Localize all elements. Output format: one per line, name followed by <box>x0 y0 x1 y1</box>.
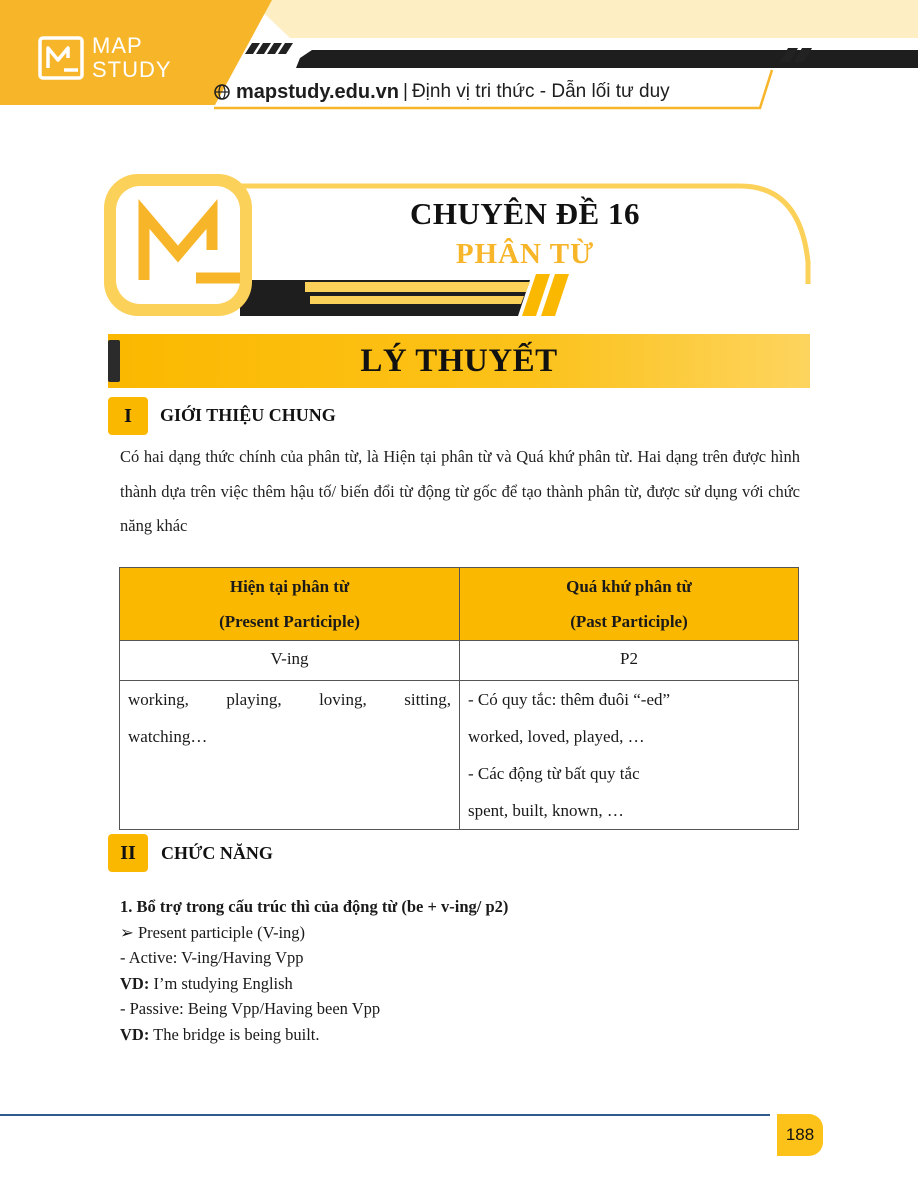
chapter-title: CHUYÊN ĐỀ 16 <box>410 196 640 231</box>
present-participle-bullet: ➢ Present participle (V-ing) <box>120 922 306 942</box>
rule-irregular: - Các động từ bất quy tắc <box>468 764 640 783</box>
examples-present <box>120 681 460 830</box>
site-url[interactable]: mapstudy.edu.vn <box>236 80 399 103</box>
part1-numeral: I <box>108 397 148 435</box>
table-header-row <box>120 568 799 641</box>
examples-regular: worked, loved, played, … <box>468 727 645 746</box>
header-present-vn: Hiện tại phân từ <box>229 577 350 596</box>
slogan: Định vị tri thức - Dẫn lối tư duy <box>411 81 670 102</box>
header-past-en: (Past Participle) <box>570 612 688 631</box>
item1-title: 1. Bổ trợ trong cấu trúc thì của động từ (be + v-ing/ p2) <box>120 897 509 916</box>
examples-irregular: spent, built, known, … <box>468 801 624 820</box>
chapter-subtitle: PHÂN TỪ <box>455 238 595 270</box>
participle-table <box>119 567 799 830</box>
function-content <box>120 894 800 1047</box>
section-title-bar <box>108 334 810 388</box>
table-row <box>120 641 799 681</box>
intro-paragraph: Có hai dạng thức chính của phân từ, là Hiện tại phân từ và Quá khứ phân từ. Hai dạng trên được hình thành dựa trên việc thêm hậu tố/ biến đổi từ động từ gốc để tạo thành phân từ, được sử dụng với chức năng khác <box>120 447 800 535</box>
part2-numeral: II <box>108 834 148 872</box>
page-number: 188 <box>777 1114 823 1156</box>
examples-present-line: watching… <box>128 727 208 746</box>
header-tagline <box>214 79 754 105</box>
table-header-present <box>120 568 460 641</box>
example-1 <box>120 971 800 997</box>
rule-regular: - Có quy tắc: thêm đuôi “-ed” <box>468 690 671 709</box>
globe-icon <box>214 84 230 100</box>
header-past-vn: Quá khứ phân từ <box>566 577 692 596</box>
example-2-text: The bridge is being built. <box>149 1024 320 1044</box>
tagline-separator: | <box>403 81 408 102</box>
examples-past <box>460 681 799 830</box>
table-header-past <box>460 568 799 641</box>
passive-form: - Passive: Being Vpp/Having been Vpp <box>120 999 381 1018</box>
table-row <box>120 681 799 830</box>
brand-name: MAP STUDY <box>92 33 172 82</box>
brand-logo-icon <box>38 36 84 80</box>
example-2 <box>120 1022 800 1048</box>
examples-present-line: working, playing, loving, sitting, <box>128 690 451 709</box>
section-title: LÝ THUYẾT <box>360 343 558 379</box>
header-present-en: (Present Participle) <box>219 612 360 631</box>
form-present: V-ing <box>120 641 460 681</box>
part1-heading: GIỚI THIỆU CHUNG <box>160 405 336 425</box>
example-label: VD: <box>120 1024 150 1044</box>
example-label: VD: <box>120 973 150 993</box>
footer-rule <box>0 1114 770 1116</box>
form-past: P2 <box>460 641 799 681</box>
active-form: - Active: V-ing/Having Vpp <box>120 948 304 967</box>
example-1-text: I’m studying English <box>149 973 293 993</box>
part2-heading: CHỨC NĂNG <box>161 843 273 863</box>
